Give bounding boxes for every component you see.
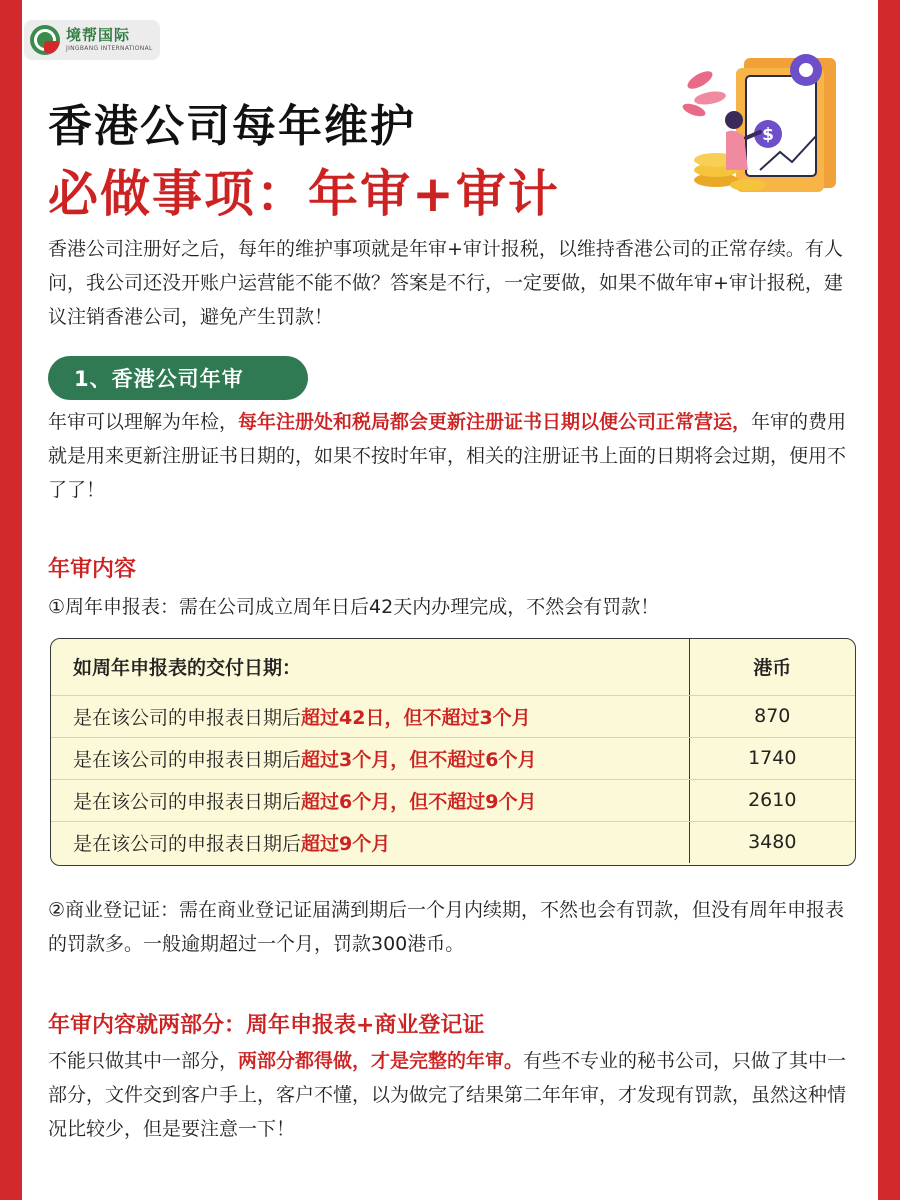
section-badge: 1、香港公司年审 <box>48 356 308 400</box>
table-row <box>51 695 855 737</box>
content-heading: 年审内容 <box>48 557 137 582</box>
table-cell-fee: 2610 <box>689 779 855 821</box>
table-cell-condition: 是在该公司的申报表日期后超过9个月 <box>51 821 689 863</box>
table-header-row <box>51 639 855 695</box>
summary-heading: 年审内容就两部分：周年申报表+商业登记证 <box>48 1013 485 1038</box>
logo-name-en: JINGBANG INTERNATIONAL <box>66 45 153 52</box>
table-cell-fee: 1740 <box>689 737 855 779</box>
summary-text-b: 有些不专业的秘书公司，只做了其中一部分，文件交到客户手上，客户不懂，以为做完了结果第二年年审，才发现有罚款，虽然这种情况比较少，但是要注意一下！ <box>48 1050 847 1140</box>
globe-logo-icon <box>30 25 60 55</box>
section1-paragraph <box>48 405 858 507</box>
section1-text-a: 年审可以理解为年检， <box>48 411 239 433</box>
summary-text-a: 不能只做其中一部分， <box>48 1050 239 1072</box>
table-cell-fee: 3480 <box>748 831 797 854</box>
table-header-fee: 港币 <box>689 639 855 695</box>
table-header-date: 如周年申报表的交付日期： <box>51 639 689 695</box>
section1-text-b: 年审的费用就是用来更新注册证书日期的，如果不按时年审，相关的注册证书上面的日期将会过期，便用不了了！ <box>48 411 847 501</box>
summary-paragraph <box>48 1044 858 1146</box>
section1-highlight: 每年注册处和税局都会更新注册证书日期以便公司正常营运， <box>238 411 752 433</box>
intro-paragraph: 香港公司注册好之后，每年的维护事项就是年审+审计报税，以维持香港公司的正常存续。有人问，我公司还没开账户运营能不能不做？答案是不行，一定要做，如果不做年审+审计报税，建议注销香港公司，避免产生罚款！ <box>48 238 843 328</box>
brand-logo <box>24 20 160 60</box>
finance-illustration <box>676 40 846 200</box>
table-row <box>51 737 855 779</box>
table-row <box>51 779 855 821</box>
logo-name-cn: 境帮国际 <box>66 26 131 44</box>
penalty-table <box>50 638 856 866</box>
table-cell-condition: 是在该公司的申报表日期后超过6个月，但不超过9个月 <box>51 779 689 821</box>
table-cell-fee: 870 <box>689 695 855 737</box>
content-item2: ②商业登记证：需在商业登记证届满到期后一个月内续期，不然也会有罚款，但没有周年申报表的罚款多。一般逾期超过一个月，罚款300港币。 <box>48 899 845 955</box>
table-cell-condition: 是在该公司的申报表日期后超过42日，但不超过3个月 <box>51 695 689 737</box>
summary-highlight: 两部分都得做，才是完整的年审。 <box>238 1050 524 1072</box>
page-title-line2: 必做事项：年审+审计 <box>48 165 560 223</box>
page-title-line1: 香港公司每年维护 <box>48 101 416 152</box>
table-cell-condition: 是在该公司的申报表日期后超过3个月，但不超过6个月 <box>51 737 689 779</box>
table-row <box>51 821 855 863</box>
svg-text:$: $ <box>762 125 774 145</box>
content-item1: ①周年申报表：需在公司成立周年日后42天内办理完成，不然会有罚款！ <box>48 596 660 618</box>
